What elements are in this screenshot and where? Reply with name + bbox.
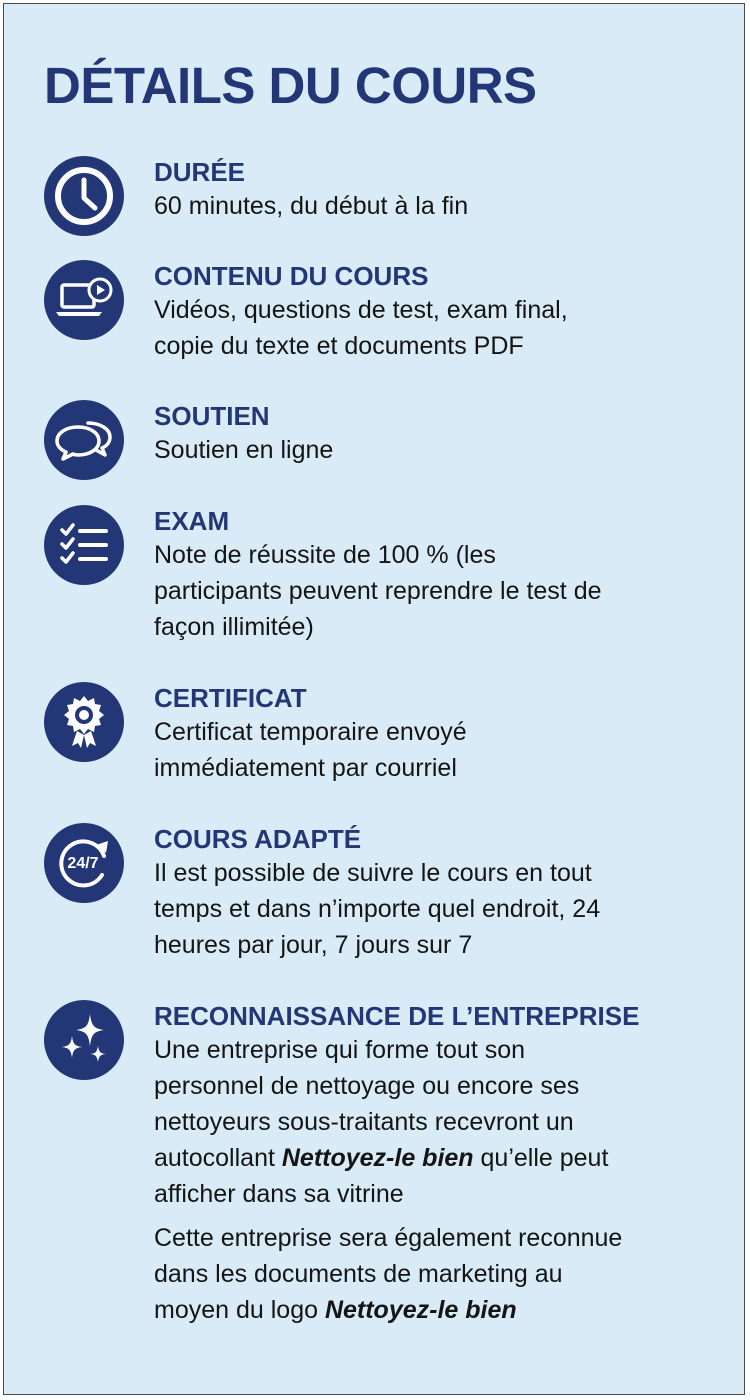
24-7-label: 24/7	[67, 855, 99, 872]
detail-text: Certificat temporaire envoyé immédiatement par courriel	[154, 718, 467, 782]
award-ribbon-icon	[44, 682, 124, 762]
course-details-panel	[3, 3, 745, 1395]
detail-heading: RECONNAISSANCE DE L’ENTREPRISE	[154, 1001, 640, 1031]
detail-text: Une entreprise qui forme tout son personnel de nettoyage ou encore ses nettoyeurs sous-traitants recevront un autocollant Nettoyez-le bien qu’elle peut afficher dans sa vitrine	[154, 1036, 609, 1208]
detail-heading: CONTENU DU COURS	[154, 261, 429, 291]
detail-heading: COURS ADAPTÉ	[154, 824, 362, 854]
laptop-video-icon	[44, 260, 124, 340]
page-title: DÉTAILS DU COURS	[44, 57, 537, 114]
brand-name: Nettoyez-le bien	[281, 1144, 474, 1172]
brand-name: Nettoyez-le bien	[324, 1296, 517, 1324]
detail-heading: SOUTIEN	[154, 401, 270, 431]
detail-heading: EXAM	[154, 506, 230, 536]
detail-heading: DURÉE	[154, 157, 246, 187]
detail-text: Note de réussite de 100 % (les participants peuvent reprendre le test de façon illimitée)	[154, 541, 602, 641]
chat-bubbles-icon	[44, 400, 124, 480]
detail-text: Soutien en ligne	[154, 436, 334, 464]
detail-heading: CERTIFICAT	[154, 683, 307, 713]
checklist-icon	[44, 505, 124, 585]
sparkles-icon	[44, 1000, 124, 1080]
detail-text: 60 minutes, du début à la fin	[154, 192, 469, 220]
detail-text: Il est possible de suivre le cours en tout temps et dans n’importe quel endroit, 24 heures par jour, 7 jours sur 7	[154, 859, 601, 959]
clock-icon	[44, 156, 124, 236]
detail-text-secondary: Cette entreprise sera également reconnue dans les documents de marketing au moyen du logo Nettoyez-le bien	[154, 1224, 623, 1324]
detail-text: Vidéos, questions de test, exam final, copie du texte et documents PDF	[154, 296, 568, 360]
24-7-icon	[44, 823, 124, 903]
